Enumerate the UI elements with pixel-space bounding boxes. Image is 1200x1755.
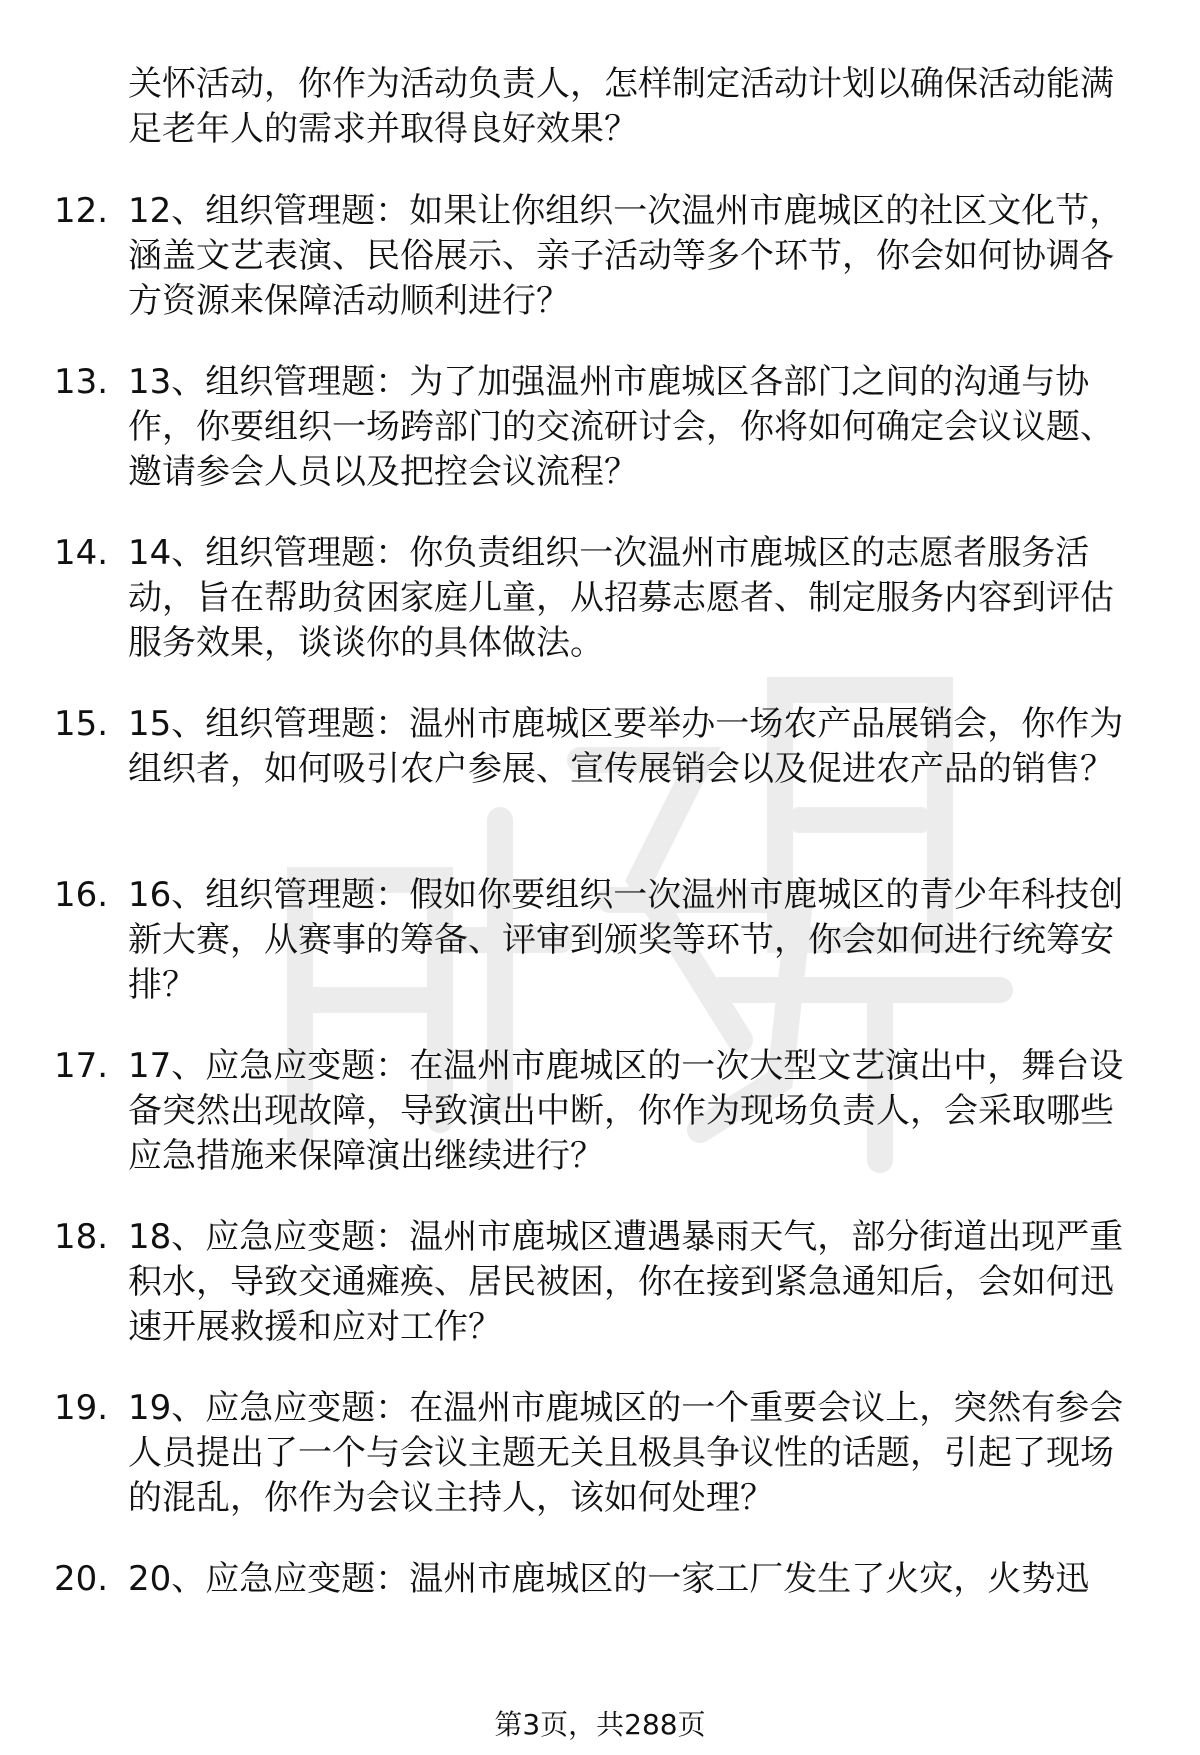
item-text: 14、组织管理题：你负责组织一次温州市鹿城区的志愿者服务活动，旨在帮助贫困家庭儿童，从招募志愿者、制定服务内容到评估服务效果，谈谈你的具体做法。 — [128, 533, 1114, 663]
list-item — [0, 1044, 1200, 1215]
item-text: 16、组织管理题：假如你要组织一次温州市鹿城区的青少年科技创新大赛，从赛事的筹备、评审到颁奖等环节，你会如何进行统筹安排？ — [128, 875, 1124, 1005]
list-item — [0, 702, 1200, 873]
item-text: 17、应急应变题：在温州市鹿城区的一次大型文艺演出中，舞台设备突然出现故障，导致演出中断，你作为现场负责人，会采取哪些应急措施来保障演出继续进行？ — [128, 1046, 1124, 1176]
item-number: 18. — [54, 1217, 109, 1257]
list-item — [0, 1557, 1200, 1728]
item-number: 14. — [54, 533, 109, 573]
item-number: 20. — [54, 1559, 109, 1599]
continued-question-text: 关怀活动，你作为活动负责人，怎样制定活动计划以确保活动能满足老年人的需求并取得良好效果？ — [128, 64, 1114, 149]
item-number: 15. — [54, 704, 109, 744]
item-number: 17. — [54, 1046, 109, 1086]
list-item — [0, 189, 1200, 360]
item-number: 19. — [54, 1388, 109, 1428]
item-text: 13、组织管理题：为了加强温州市鹿城区各部门之间的沟通与协作，你要组织一场跨部门的交流研讨会，你将如何确定会议议题、邀请参会人员以及把控会议流程？ — [128, 362, 1114, 492]
list-item — [0, 531, 1200, 702]
item-number: 12. — [54, 191, 109, 231]
item-text: 18、应急应变题：温州市鹿城区遭遇暴雨天气，部分街道出现严重积水，导致交通瘫痪、居民被困，你在接到紧急通知后，会如何迅速开展救援和应对工作？ — [128, 1217, 1124, 1347]
item-text: 20、应急应变题：温州市鹿城区的一家工厂发生了火灾，火势迅 — [128, 1559, 1090, 1599]
list-item — [0, 873, 1200, 1044]
item-text: 12、组织管理题：如果让你组织一次温州市鹿城区的社区文化节，涵盖文艺表演、民俗展示、亲子活动等多个环节，你会如何协调各方资源来保障活动顺利进行？ — [128, 191, 1124, 321]
item-number: 13. — [54, 362, 109, 402]
item-number: 16. — [54, 875, 109, 915]
item-text: 15、组织管理题：温州市鹿城区要举办一场农产品展销会，你作为组织者，如何吸引农户参展、宣传展销会以及促进农产品的销售？ — [128, 704, 1124, 789]
item-text: 19、应急应变题：在温州市鹿城区的一个重要会议上，突然有参会人员提出了一个与会议主题无关且极具争议性的话题，引起了现场的混乱，你作为会议主持人，该如何处理？ — [128, 1388, 1124, 1518]
list-item — [0, 1215, 1200, 1386]
question-list — [0, 189, 1200, 1728]
list-item — [0, 1386, 1200, 1557]
page-footer: 第3页，共288页 — [494, 1708, 706, 1741]
list-item — [0, 360, 1200, 531]
